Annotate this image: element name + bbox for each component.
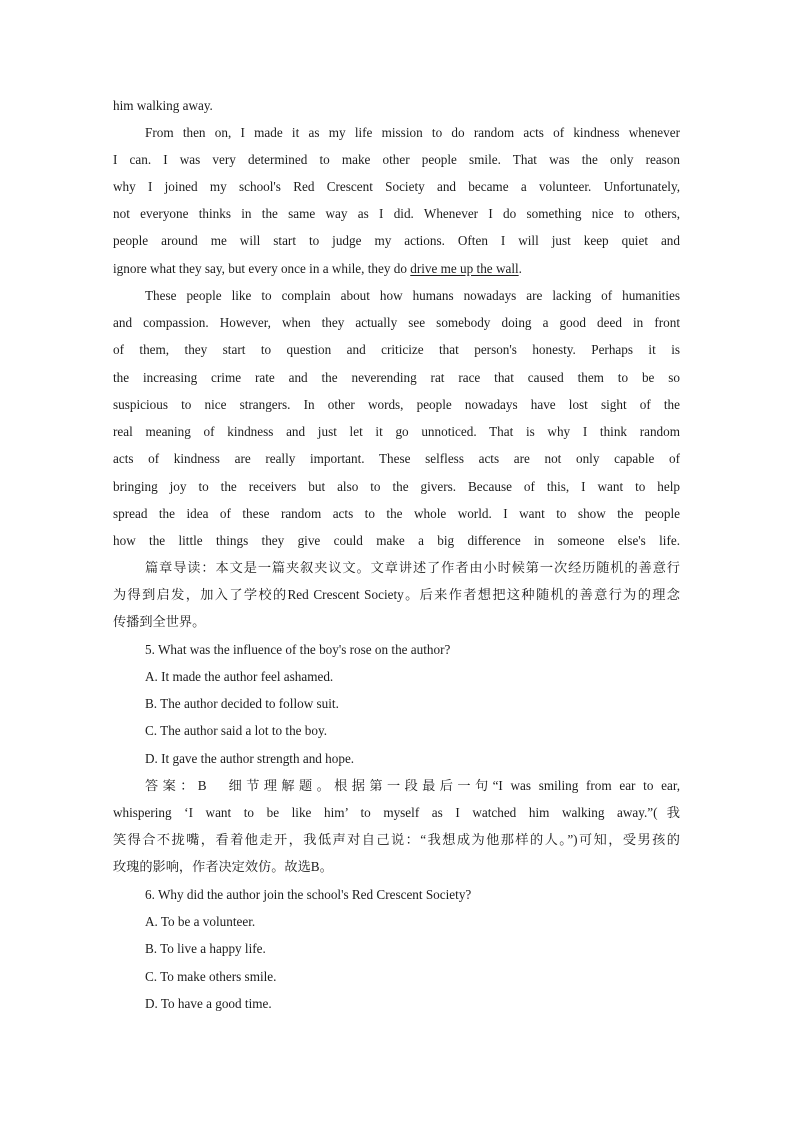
passage-line: From then on, I made it as my life mission to do random acts of kindness whenever [145,125,680,140]
passage-line: real meaning of kindness and just let it go unnoticed. That is why I think random [113,424,680,439]
answer-line: 答案：B 细节理解题。根据第一段最后一句“I was smiling from ear to ear, [145,778,680,793]
passage-line: him walking away. [113,98,213,113]
passage-line: and compassion. However, when they actually see somebody doing a good deed in front [113,315,680,330]
question-option: C. The author said a lot to the boy. [145,723,328,738]
question-option: A. It made the author feel ashamed. [145,669,334,684]
passage-line: people around me will start to judge my actions. Often I will just keep quiet and [113,233,680,248]
guide-line: 传播到全世界。 [113,614,206,629]
passage-line: why I joined my school's Red Crescent Society and became a volunteer. Unfortunately, [113,179,680,194]
answer-line: 笑得合不拢嘴，看着他走开，我低声对自己说：“我想成为他那样的人。”)可知，受男孩的 [113,832,680,847]
question-option: A. To be a volunteer. [145,914,256,929]
guide-line: 为得到启发，加入了学校的Red Crescent Society。后来作者想把这种随机的善意行为的理念 [113,587,680,602]
question-option: C. To make others smile. [145,969,277,984]
passage-line: I can. I was very determined to make other people smile. That was the only reason [113,152,680,167]
passage-line: suspicious to nice strangers. In other words, people nowadays have lost sight of the [113,397,680,412]
question-option: B. The author decided to follow suit. [145,696,339,711]
passage-line: acts of kindness are really important. These selfless acts are not only capable of [113,451,680,466]
question-stem: 6. Why did the author join the school's Red Crescent Society? [145,887,472,902]
passage-text: ignore what they say, but every once in a while, they do [113,261,411,276]
answer-line: whispering ‘I want to be like him’ to myself as I watched him walking away.”(我 [113,805,680,820]
question-option: B. To live a happy life. [145,941,266,956]
passage-line: These people like to complain about how humans nowadays are lacking of humanities [145,288,680,303]
question-option: D. To have a good time. [145,996,272,1011]
underlined-phrase: drive me up the wall [410,261,519,276]
guide-line: 篇章导读：本文是一篇夹叙夹议文。文章讲述了作者由小时候第一次经历随机的善意行 [145,560,680,575]
passage-line: how the little things they give could make a big difference in someone else's life. [113,533,680,548]
passage-line: of them, they start to question and criticize that person's honesty. Perhaps it is [113,342,680,357]
passage-line: bringing joy to the receivers but also to the givers. Because of this, I want to help [113,479,680,494]
answer-line: 玫瑰的影响，作者决定效仿。故选B。 [113,859,333,874]
passage-line: the increasing crime rate and the neverending rat race that caused them to be so [113,370,680,385]
question-option: D. It gave the author strength and hope. [145,751,355,766]
passage-line [113,260,680,278]
passage-line: not everyone thinks in the same way as I did. Whenever I do something nice to others, [113,206,680,221]
passage-line: spread the idea of these random acts to the whole world. I want to show the people [113,506,680,521]
passage-text: . [518,261,522,276]
question-stem: 5. What was the influence of the boy's rose on the author? [145,642,451,657]
